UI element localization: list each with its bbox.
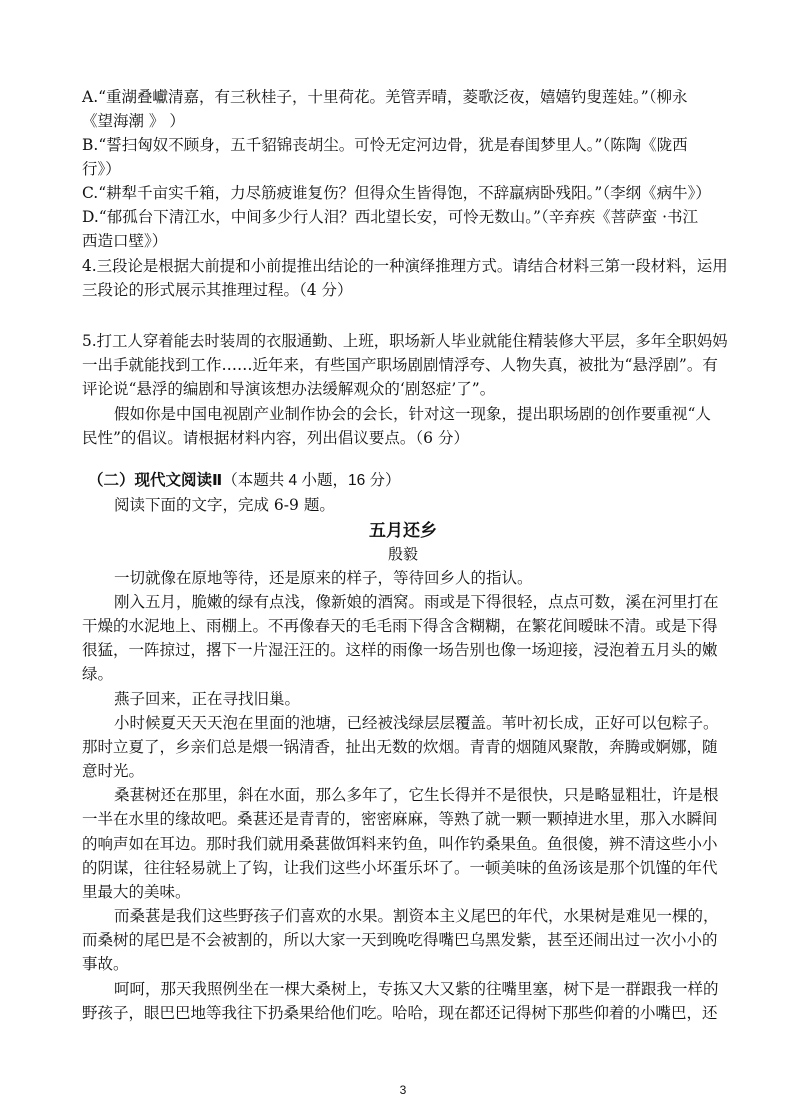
option-a-line-2: 《望海潮 》 ） [82, 112, 185, 130]
option-b-line-1: B.“誓扫匈奴不顾身，五千貂锦丧胡尘。可怜无定河边骨，犹是春闺梦里人。”（陈陶《陇西 [82, 136, 688, 154]
question-4-line-2: 三段论的形式展示其推理过程。（4 分） [82, 281, 353, 299]
article-line: 刚入五月，脆嫩的绿有点浅，像新娘的酒窝。雨或是下得很轻，点点可数，溪在河里打在 [114, 593, 719, 611]
question-5-line-3: 评论说“悬浮的编剧和导演该想办法缓解观众的‘剧怒症’了”。 [82, 380, 496, 398]
section-heading [88, 470, 401, 492]
article-line: 意时光。 [82, 762, 145, 780]
page-number: 3 [399, 1083, 407, 1097]
article-line: 里最大的美味。 [82, 883, 191, 901]
question-5-line-4: 假如你是中国电视剧产业制作协会的会长，针对这一现象，提出职场剧的创作要重视“人 [114, 405, 711, 423]
question-5-line-2: 一出手就能找到工作……近年来，有些国产职场剧剧情浮夸、人物失真，被批为“悬浮剧”。有 [82, 356, 718, 374]
article-line: 那时立夏了，乡亲们总是煨一锅清香，扯出无数的炊烟。青青的烟随风聚散，奔腾或婀娜，随 [82, 738, 718, 756]
article-line: 桑葚树还在那里，斜在水面，那么多年了，它生长得并不是很快，只是略显粗壮，许是根 [114, 786, 719, 804]
article-line: 事故。 [82, 955, 129, 973]
article-line: 绿。 [82, 665, 114, 683]
article-author: 殷毅 [387, 545, 418, 563]
article-title: 五月还乡 [369, 521, 437, 540]
section-instruction: 阅读下面的文字，完成 6-9 题。 [114, 496, 335, 514]
article-line: 很猛，一阵掠过，撂下一片湿汪汪的。这样的雨像一场告别也像一场迎接，浸泡着五月头的嫩 [82, 641, 718, 659]
option-a-line-1: A.“重湖叠巘清嘉，有三秋桂子，十里荷花。羌管弄晴，菱歌泛夜，嬉嬉钓叟莲娃。”（柳永 [82, 88, 688, 106]
article-line: 而桑树的尾巴是不会被割的，所以大家一天到晚吃得嘴巴乌黑发紫，甚至还闹出过一次小小的 [82, 931, 718, 949]
section-heading-rest: （本题共 4 小题，16 分） [222, 472, 401, 489]
article-line: 一半在水里的缘故吧。桑葚还是青青的，密密麻麻，等熟了就一颗一颗掉进水里，那入水瞬间 [82, 810, 718, 828]
article-line: 干燥的水泥地上、雨棚上。不再像春天的毛毛雨下得含含糊糊，在繁花间暧昧不清。或是下得 [82, 617, 718, 635]
option-d-line-1: D.“郁孤台下清江水，中间多少行人泪？西北望长安，可怜无数山。”（辛弃疾《菩萨蛮 ·书江 [82, 208, 699, 226]
article-line: 小时候夏天天天泡在里面的池塘，已经被浅绿层层覆盖。苇叶初长成，正好可以包粽子。 [114, 714, 719, 732]
article-line: 的阴谋，往往轻易就上了钩，让我们这些小坏蛋乐坏了。一顿美味的鱼汤该是那个饥馑的年代 [82, 859, 718, 877]
question-4-line-1: 4.三段论是根据大前提和小前提推出结论的一种演绎推理方式。请结合材料三第一段材料，运用 [82, 257, 728, 275]
option-c-line: C.“耕犁千亩实千箱，力尽筋疲谁复伤？但得众生皆得饱，不辞羸病卧残阳。”（李纲《病牛》） [82, 184, 711, 202]
question-5-line-5: 民性”的倡议。请根据材料内容，列出倡议要点。（6 分） [82, 429, 469, 447]
article-line: 呵呵，那天我照例坐在一棵大桑树上，专拣又大又紫的往嘴里塞，树下是一群跟我一样的 [114, 980, 719, 998]
question-5-line-1: 5.打工人穿着能去时装周的衣服通勤、上班，职场新人毕业就能住精装修大平层，多年全职妈妈 [82, 332, 728, 350]
option-b-line-2: 行》） [82, 160, 121, 178]
article-line: 野孩子，眼巴巴地等我往下扔桑果给他们吃。哈哈，现在都还记得树下那些仰着的小嘴巴，还 [82, 1004, 718, 1022]
article-line: 的响声如在耳边。那时我们就用桑葚做饵料来钓鱼，叫作钓桑果鱼。鱼很傻，辨不清这些小小 [82, 835, 718, 853]
option-d-line-2: 西造口壁》） [82, 232, 168, 250]
article-line: 燕子回来，正在寻找旧巢。 [114, 690, 301, 708]
section-heading-bold: （二）现代文阅读Ⅱ [88, 472, 223, 489]
article-line: 一切就像在原地等待，还是原来的样子，等待回乡人的指认。 [114, 569, 533, 587]
article-line: 而桑葚是我们这些野孩子们喜欢的水果。割资本主义尾巴的年代，水果树是难见一棵的， [114, 907, 719, 925]
